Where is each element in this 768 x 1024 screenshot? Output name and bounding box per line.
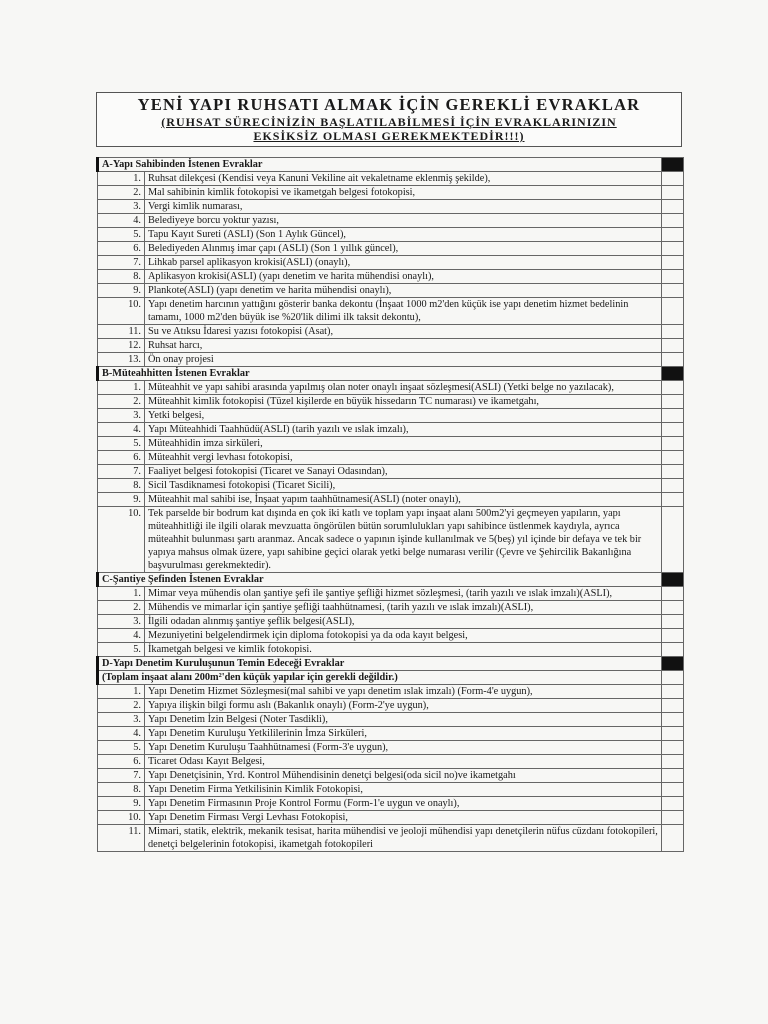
item-text: Aplikasyon krokisi(ASLI) (yapı denetim ve harita mühendisi onaylı), [145,270,662,284]
section-title: C-Şantiye Şefinden İstenen Evraklar [98,573,662,587]
check-cell [662,671,684,685]
item-text: Yapı Denetim Firmasının Proje Kontrol Formu (Form-1'e uygun ve onaylı), [145,797,662,811]
section-marker [662,367,684,381]
check-cell [662,741,684,755]
item-text: Müteahhit mal sahibi ise, İnşaat yapım taahhütnamesi(ASLI) (noter onaylı), [145,493,662,507]
check-cell [662,395,684,409]
check-cell [662,242,684,256]
list-item [98,629,684,643]
item-text: Tapu Kayıt Sureti (ASLI) (Son 1 Aylık Güncel), [145,228,662,242]
item-number: 3. [98,409,145,423]
section-header [98,657,684,671]
check-cell [662,769,684,783]
item-text: Ticaret Odası Kayıt Belgesi, [145,755,662,769]
list-item [98,172,684,186]
check-cell [662,713,684,727]
item-number: 9. [98,284,145,298]
list-item [98,423,684,437]
check-cell [662,298,684,325]
check-cell [662,465,684,479]
check-cell [662,615,684,629]
item-number: 4. [98,214,145,228]
item-number: 8. [98,270,145,284]
section-title: B-Müteahhitten İstenen Evraklar [98,367,662,381]
item-number: 4. [98,423,145,437]
item-text: Yapıya ilişkin bilgi formu aslı (Bakanlık onaylı) (Form-2'ye uygun), [145,699,662,713]
section-note-row [98,671,684,685]
check-cell [662,493,684,507]
item-text: Müteahhit kimlik fotokopisi (Tüzel kişilerde en büyük hissedarın TC numarası) ve ikametgahı, [145,395,662,409]
list-item [98,381,684,395]
list-item [98,685,684,699]
list-item [98,395,684,409]
list-item [98,615,684,629]
item-text: Müteahhidin imza sirküleri, [145,437,662,451]
list-item [98,755,684,769]
item-number: 8. [98,783,145,797]
section-marker [662,158,684,172]
check-cell [662,270,684,284]
check-cell [662,186,684,200]
item-number: 11. [98,825,145,852]
item-number: 2. [98,699,145,713]
item-text: Belediyeye borcu yoktur yazısı, [145,214,662,228]
section-note: (Toplam inşaat alanı 200m²'den küçük yapılar için gerekli değildir.) [98,671,662,685]
item-number: 5. [98,643,145,657]
item-number: 13. [98,353,145,367]
title-box [96,92,682,147]
item-number: 8. [98,479,145,493]
item-text: Yapı denetim harcının yattığını gösterir banka dekontu (İnşaat 1000 m2'den küçük ise yapı denetim hizmet bedelinin tamamı, 1000 m2'den büyük ise %20'lik dilimi ilk taksit dekontu), [145,298,662,325]
page-title: YENİ YAPI RUHSATI ALMAK İÇİN GEREKLİ EVRAKLAR [137,95,641,114]
item-text: Yapı Denetçisinin, Yrd. Kontrol Mühendisinin denetçi belgesi(oda sicil no)ve ikametgahı [145,769,662,783]
check-cell [662,451,684,465]
check-cell [662,797,684,811]
item-number: 4. [98,727,145,741]
item-number: 5. [98,437,145,451]
check-cell [662,228,684,242]
list-item [98,325,684,339]
item-text: Ön onay projesi [145,353,662,367]
item-number: 10. [98,811,145,825]
item-number: 3. [98,615,145,629]
list-item [98,587,684,601]
item-text: Faaliyet belgesi fotokopisi (Ticaret ve Sanayi Odasından), [145,465,662,479]
item-text: Plankote(ASLI) (yapı denetim ve harita mühendisi onaylı), [145,284,662,298]
section-title: D-Yapı Denetim Kuruluşunun Temin Edeceği Evraklar [98,657,662,671]
item-text: Ruhsat harcı, [145,339,662,353]
page-subtitle-line2: EKSİKSİZ OLMASI GEREKMEKTEDİR!!!) [253,129,525,143]
item-number: 3. [98,200,145,214]
item-number: 6. [98,242,145,256]
item-text: İlgili odadan alınmış şantiye şeflik belgesi(ASLI), [145,615,662,629]
check-cell [662,284,684,298]
check-cell [662,339,684,353]
item-number: 9. [98,797,145,811]
check-cell [662,783,684,797]
check-cell [662,423,684,437]
item-text: Su ve Atıksu İdaresi yazısı fotokopisi (Asat), [145,325,662,339]
check-cell [662,755,684,769]
check-cell [662,727,684,741]
list-item [98,493,684,507]
list-item [98,727,684,741]
requirements-table [96,157,684,852]
item-text: Mühendis ve mimarlar için şantiye şefliği taahhütnamesi, (tarih yazılı ve ıslak imzalı)(ASLI), [145,601,662,615]
check-cell [662,353,684,367]
list-item [98,214,684,228]
item-text: Yapı Denetim Hizmet Sözleşmesi(mal sahibi ve yapı denetim ıslak imzalı) (Form-4'e uygun), [145,685,662,699]
item-number: 1. [98,381,145,395]
check-cell [662,811,684,825]
item-text: Yapı Denetim Kuruluşu Yetkililerinin İmza Sirküleri, [145,727,662,741]
check-cell [662,601,684,615]
item-number: 7. [98,465,145,479]
item-text: Mal sahibinin kimlik fotokopisi ve ikametgah belgesi fotokopisi, [145,186,662,200]
item-text: Mimari, statik, elektrik, mekanik tesisat, harita mühendisi ve jeoloji mühendisi yapı denetçilerin nüfus cüzdanı fotokopileri, denetçi belgelerinin fotokopisi, ikametgah fotokopileri [145,825,662,852]
list-item [98,643,684,657]
item-text: Yetki belgesi, [145,409,662,423]
item-text: Müteahhit vergi levhası fotokopisi, [145,451,662,465]
check-cell [662,643,684,657]
check-cell [662,825,684,852]
section-header [98,158,684,172]
check-cell [662,685,684,699]
item-number: 2. [98,186,145,200]
item-text: Lihkab parsel aplikasyon krokisi(ASLI) (onaylı), [145,256,662,270]
list-item [98,353,684,367]
list-item [98,451,684,465]
list-item [98,437,684,451]
list-item [98,339,684,353]
item-text: Ruhsat dilekçesi (Kendisi veya Kanuni Vekiline ait vekaletname eklenmiş şekilde), [145,172,662,186]
item-number: 6. [98,755,145,769]
item-number: 11. [98,325,145,339]
item-text: Yapı Denetim Firma Yetkilisinin Kimlik Fotokopisi, [145,783,662,797]
check-cell [662,479,684,493]
list-item [98,601,684,615]
list-item [98,200,684,214]
item-text: Yapı Denetim Kuruluşu Taahhütnamesi (Form-3'e uygun), [145,741,662,755]
item-text: Müteahhit ve yapı sahibi arasında yapılmış olan noter onaylı inşaat sözleşmesi(ASLI) (Yetki belge no yazılacak), [145,381,662,395]
list-item [98,465,684,479]
item-number: 2. [98,395,145,409]
item-text: Sicil Tasdiknamesi fotokopisi (Ticaret Sicili), [145,479,662,493]
check-cell [662,409,684,423]
list-item [98,186,684,200]
item-number: 2. [98,601,145,615]
item-number: 9. [98,493,145,507]
page-subtitle-line1: (RUHSAT SÜRECİNİZİN BAŞLATILABİLMESİ İÇİN EVRAKLARINIZIN [161,115,617,129]
section-marker [662,573,684,587]
list-item [98,713,684,727]
item-number: 1. [98,172,145,186]
list-item [98,228,684,242]
item-number: 10. [98,507,145,573]
check-cell [662,325,684,339]
list-item [98,242,684,256]
item-text: Mezuniyetini belgelendirmek için diploma fotokopisi ya da oda kayıt belgesi, [145,629,662,643]
list-item [98,699,684,713]
item-number: 5. [98,741,145,755]
item-number: 12. [98,339,145,353]
list-item [98,270,684,284]
item-text: Belediyeden Alınmış imar çapı (ASLI) (Son 1 yıllık güncel), [145,242,662,256]
item-text: İkametgah belgesi ve kimlik fotokopisi. [145,643,662,657]
item-number: 5. [98,228,145,242]
check-cell [662,587,684,601]
list-item [98,741,684,755]
item-text: Mimar veya mühendis olan şantiye şefi ile şantiye şefliği hizmet sözleşmesi, (tarih yazılı ve ıslak imzalı)(ASLI), [145,587,662,601]
item-text: Tek parselde bir bodrum kat dışında en çok iki katlı ve toplam yapı inşaat alanı 500m2'yi geçmeyen yapıların, yapı müteahhitliği ile ilgili olarak mevzuatta öngörülen bütün sorumlulukları yapı sahibince üstlenmek kaydıyla, ayrıca müteahhit bulunması şartı aranmaz. Ancak sadece o yapının işinde kullanılmak ve 5(beş) yıl içinde bir defaya ve tek bir yapıya mahsus olmak üzere, yapı sahibine geçici olarak yetki belge numarası verilir (Çevre ve Şehircilik Bakanlığına başvurulması gerekmektedir). [145,507,662,573]
item-text: Yapı Denetim Firması Vergi Levhası Fotokopisi, [145,811,662,825]
check-cell [662,256,684,270]
item-number: 1. [98,587,145,601]
item-number: 7. [98,769,145,783]
list-item [98,811,684,825]
item-number: 4. [98,629,145,643]
check-cell [662,699,684,713]
check-cell [662,200,684,214]
check-cell [662,214,684,228]
item-number: 6. [98,451,145,465]
section-title: A-Yapı Sahibinden İstenen Evraklar [98,158,662,172]
section-marker [662,657,684,671]
list-item [98,256,684,270]
list-item [98,284,684,298]
check-cell [662,437,684,451]
check-cell [662,381,684,395]
check-cell [662,629,684,643]
document-sheet [96,92,682,852]
item-number: 3. [98,713,145,727]
list-item [98,479,684,493]
list-item [98,507,684,573]
list-item [98,298,684,325]
section-header [98,573,684,587]
list-item [98,769,684,783]
item-number: 7. [98,256,145,270]
item-text: Vergi kimlik numarası, [145,200,662,214]
item-text: Yapı Müteahhidi Taahhüdü(ASLI) (tarih yazılı ve ıslak imzalı), [145,423,662,437]
check-cell [662,172,684,186]
list-item [98,409,684,423]
check-cell [662,507,684,573]
item-text: Yapı Denetim İzin Belgesi (Noter Tasdikli), [145,713,662,727]
item-number: 1. [98,685,145,699]
list-item [98,783,684,797]
item-number: 10. [98,298,145,325]
list-item [98,825,684,852]
section-header [98,367,684,381]
list-item [98,797,684,811]
